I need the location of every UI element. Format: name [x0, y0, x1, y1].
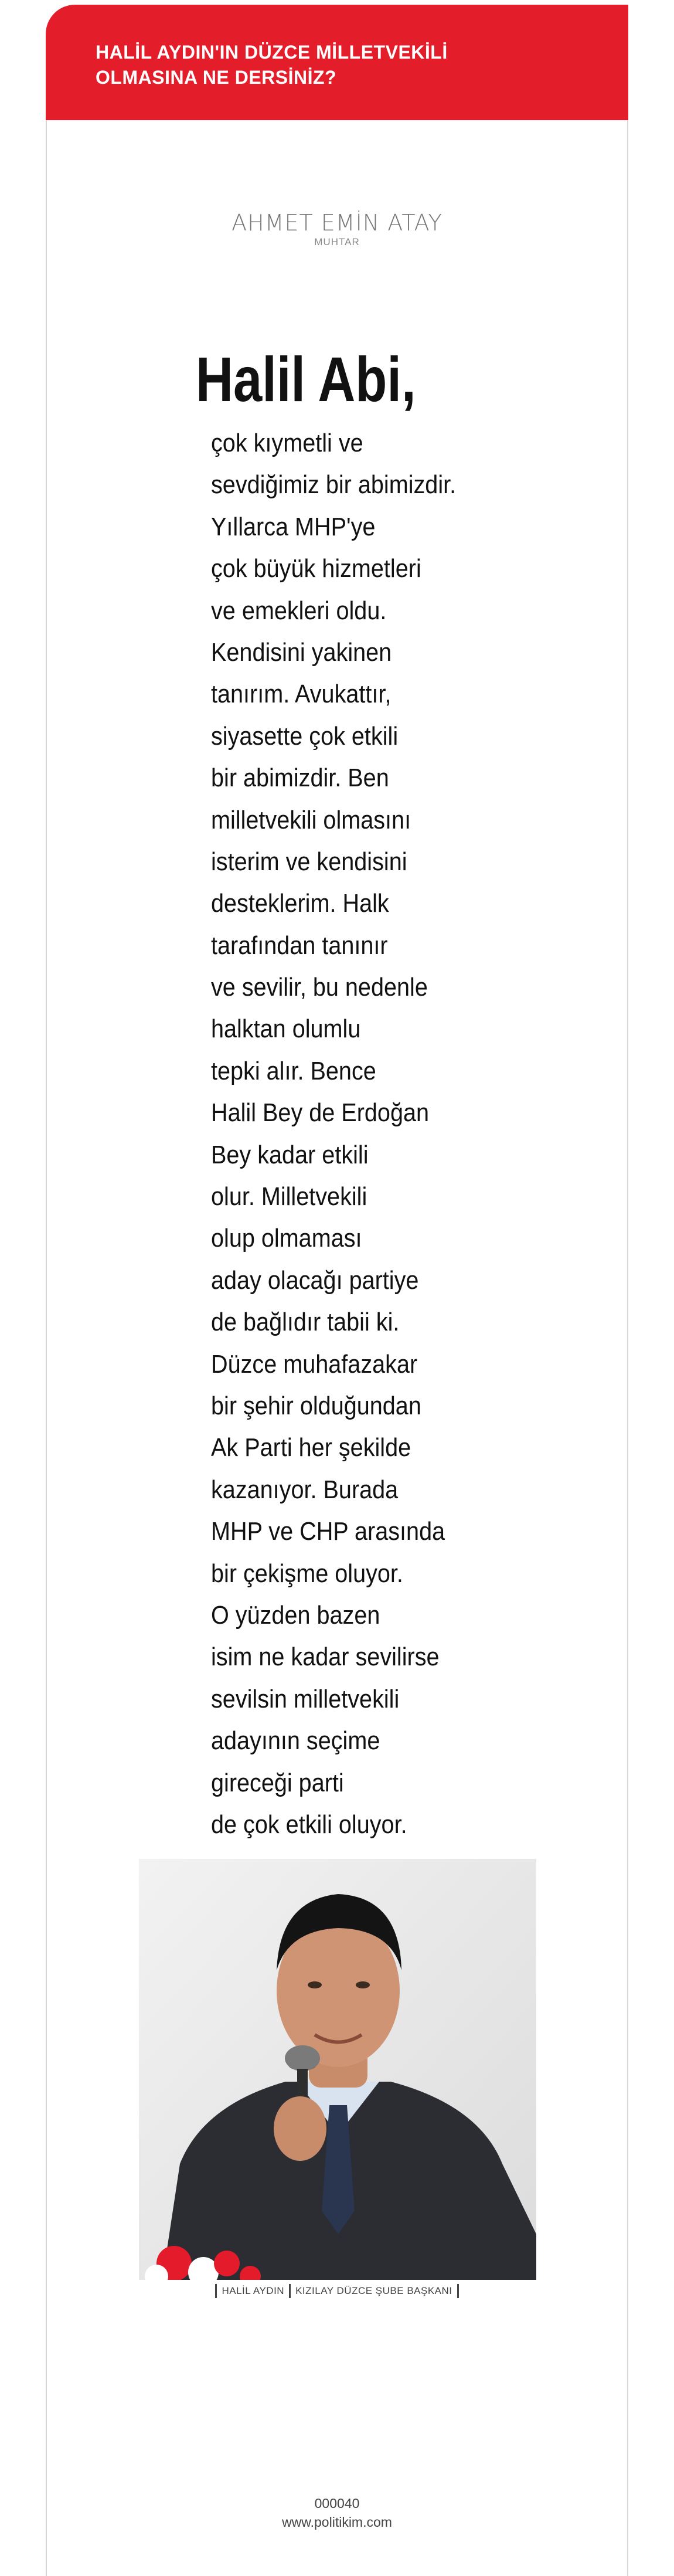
article-line: milletvekili olmasını	[211, 805, 411, 834]
article-line: siyasette çok etkili	[211, 721, 399, 751]
caption-name: HALİL AYDIN	[222, 2285, 285, 2296]
article-line: Halil Bey de Erdoğan	[211, 1098, 430, 1128]
author-name: AHMET EMİN ATAY	[232, 210, 442, 236]
article-line: adayının seçime	[211, 1726, 380, 1756]
article-line: olup olmaması	[211, 1224, 362, 1253]
author-block	[0, 209, 674, 248]
article-line: isim ne kadar sevilirse	[211, 1642, 440, 1672]
article-line: tarafından tanınır	[211, 931, 388, 960]
caption-title: KIZILAY DÜZCE ŞUBE BAŞKANI	[295, 2285, 452, 2296]
article-line: ve emekleri oldu.	[211, 596, 387, 625]
article-line: sevdiğimiz bir abimizdir.	[211, 470, 457, 500]
website-url: www.politikim.com	[282, 2514, 392, 2530]
article-line: sevilsin milletvekili	[211, 1684, 400, 1713]
article-line: tepki alır. Bence	[211, 1056, 376, 1085]
article-line: tanırım. Avukattır,	[211, 680, 392, 709]
portrait-photo	[139, 1859, 536, 2280]
article-line: çok büyük hizmetleri	[211, 554, 421, 583]
article-line: de bağlıdır tabii ki.	[211, 1308, 400, 1337]
article-line: Kendisini yakinen	[211, 637, 392, 667]
article-line: olur. Milletvekili	[211, 1182, 367, 1211]
caption-separator	[215, 2284, 217, 2298]
article-line: gireceği parti	[211, 1768, 344, 1797]
article-line: desteklerim. Halk	[211, 889, 389, 918]
article-line: halktan olumlu	[211, 1014, 361, 1044]
article-line: Ak Parti her şekilde	[211, 1433, 411, 1462]
article-line: de çok etkili oluyor.	[211, 1810, 407, 1839]
article-line: Düzce muhafazakar	[211, 1349, 418, 1379]
article-line: MHP ve CHP arasında	[211, 1517, 445, 1546]
banner-title-line-2: OLMASINA NE DERSİNİZ?	[96, 67, 337, 88]
article-line: isterim ve kendisini	[211, 847, 407, 876]
article-line: O yüzden bazen	[211, 1600, 380, 1630]
caption-separator	[289, 2284, 291, 2298]
page-footer	[0, 2494, 674, 2531]
article-line: bir abimizdir. Ben	[211, 763, 389, 793]
banner-title-line-1: HALİL AYDIN'IN DÜZCE MİLLETVEKİLİ	[96, 42, 448, 63]
article-line: Bey kadar etkili	[211, 1140, 369, 1169]
article-line: aday olacağı partiye	[211, 1265, 419, 1295]
article-line: ve sevilir, bu nedenle	[211, 973, 428, 1002]
portrait-image	[139, 1859, 536, 2280]
photo-caption	[0, 2284, 674, 2298]
page-number: 000040	[314, 2496, 360, 2511]
article-line: Yıllarca MHP'ye	[211, 512, 376, 541]
author-role: MUHTAR	[314, 236, 360, 247]
article-line: çok kıymetli ve	[211, 429, 363, 457]
article-body	[211, 422, 456, 1845]
article-line: bir çekişme oluyor.	[211, 1559, 403, 1588]
article-heading: Halil Abi,	[196, 344, 416, 415]
article-line: kazanıyor. Burada	[211, 1475, 399, 1504]
article-line: bir şehir olduğundan	[211, 1391, 421, 1420]
header-banner	[46, 5, 628, 120]
caption-separator	[457, 2284, 459, 2298]
